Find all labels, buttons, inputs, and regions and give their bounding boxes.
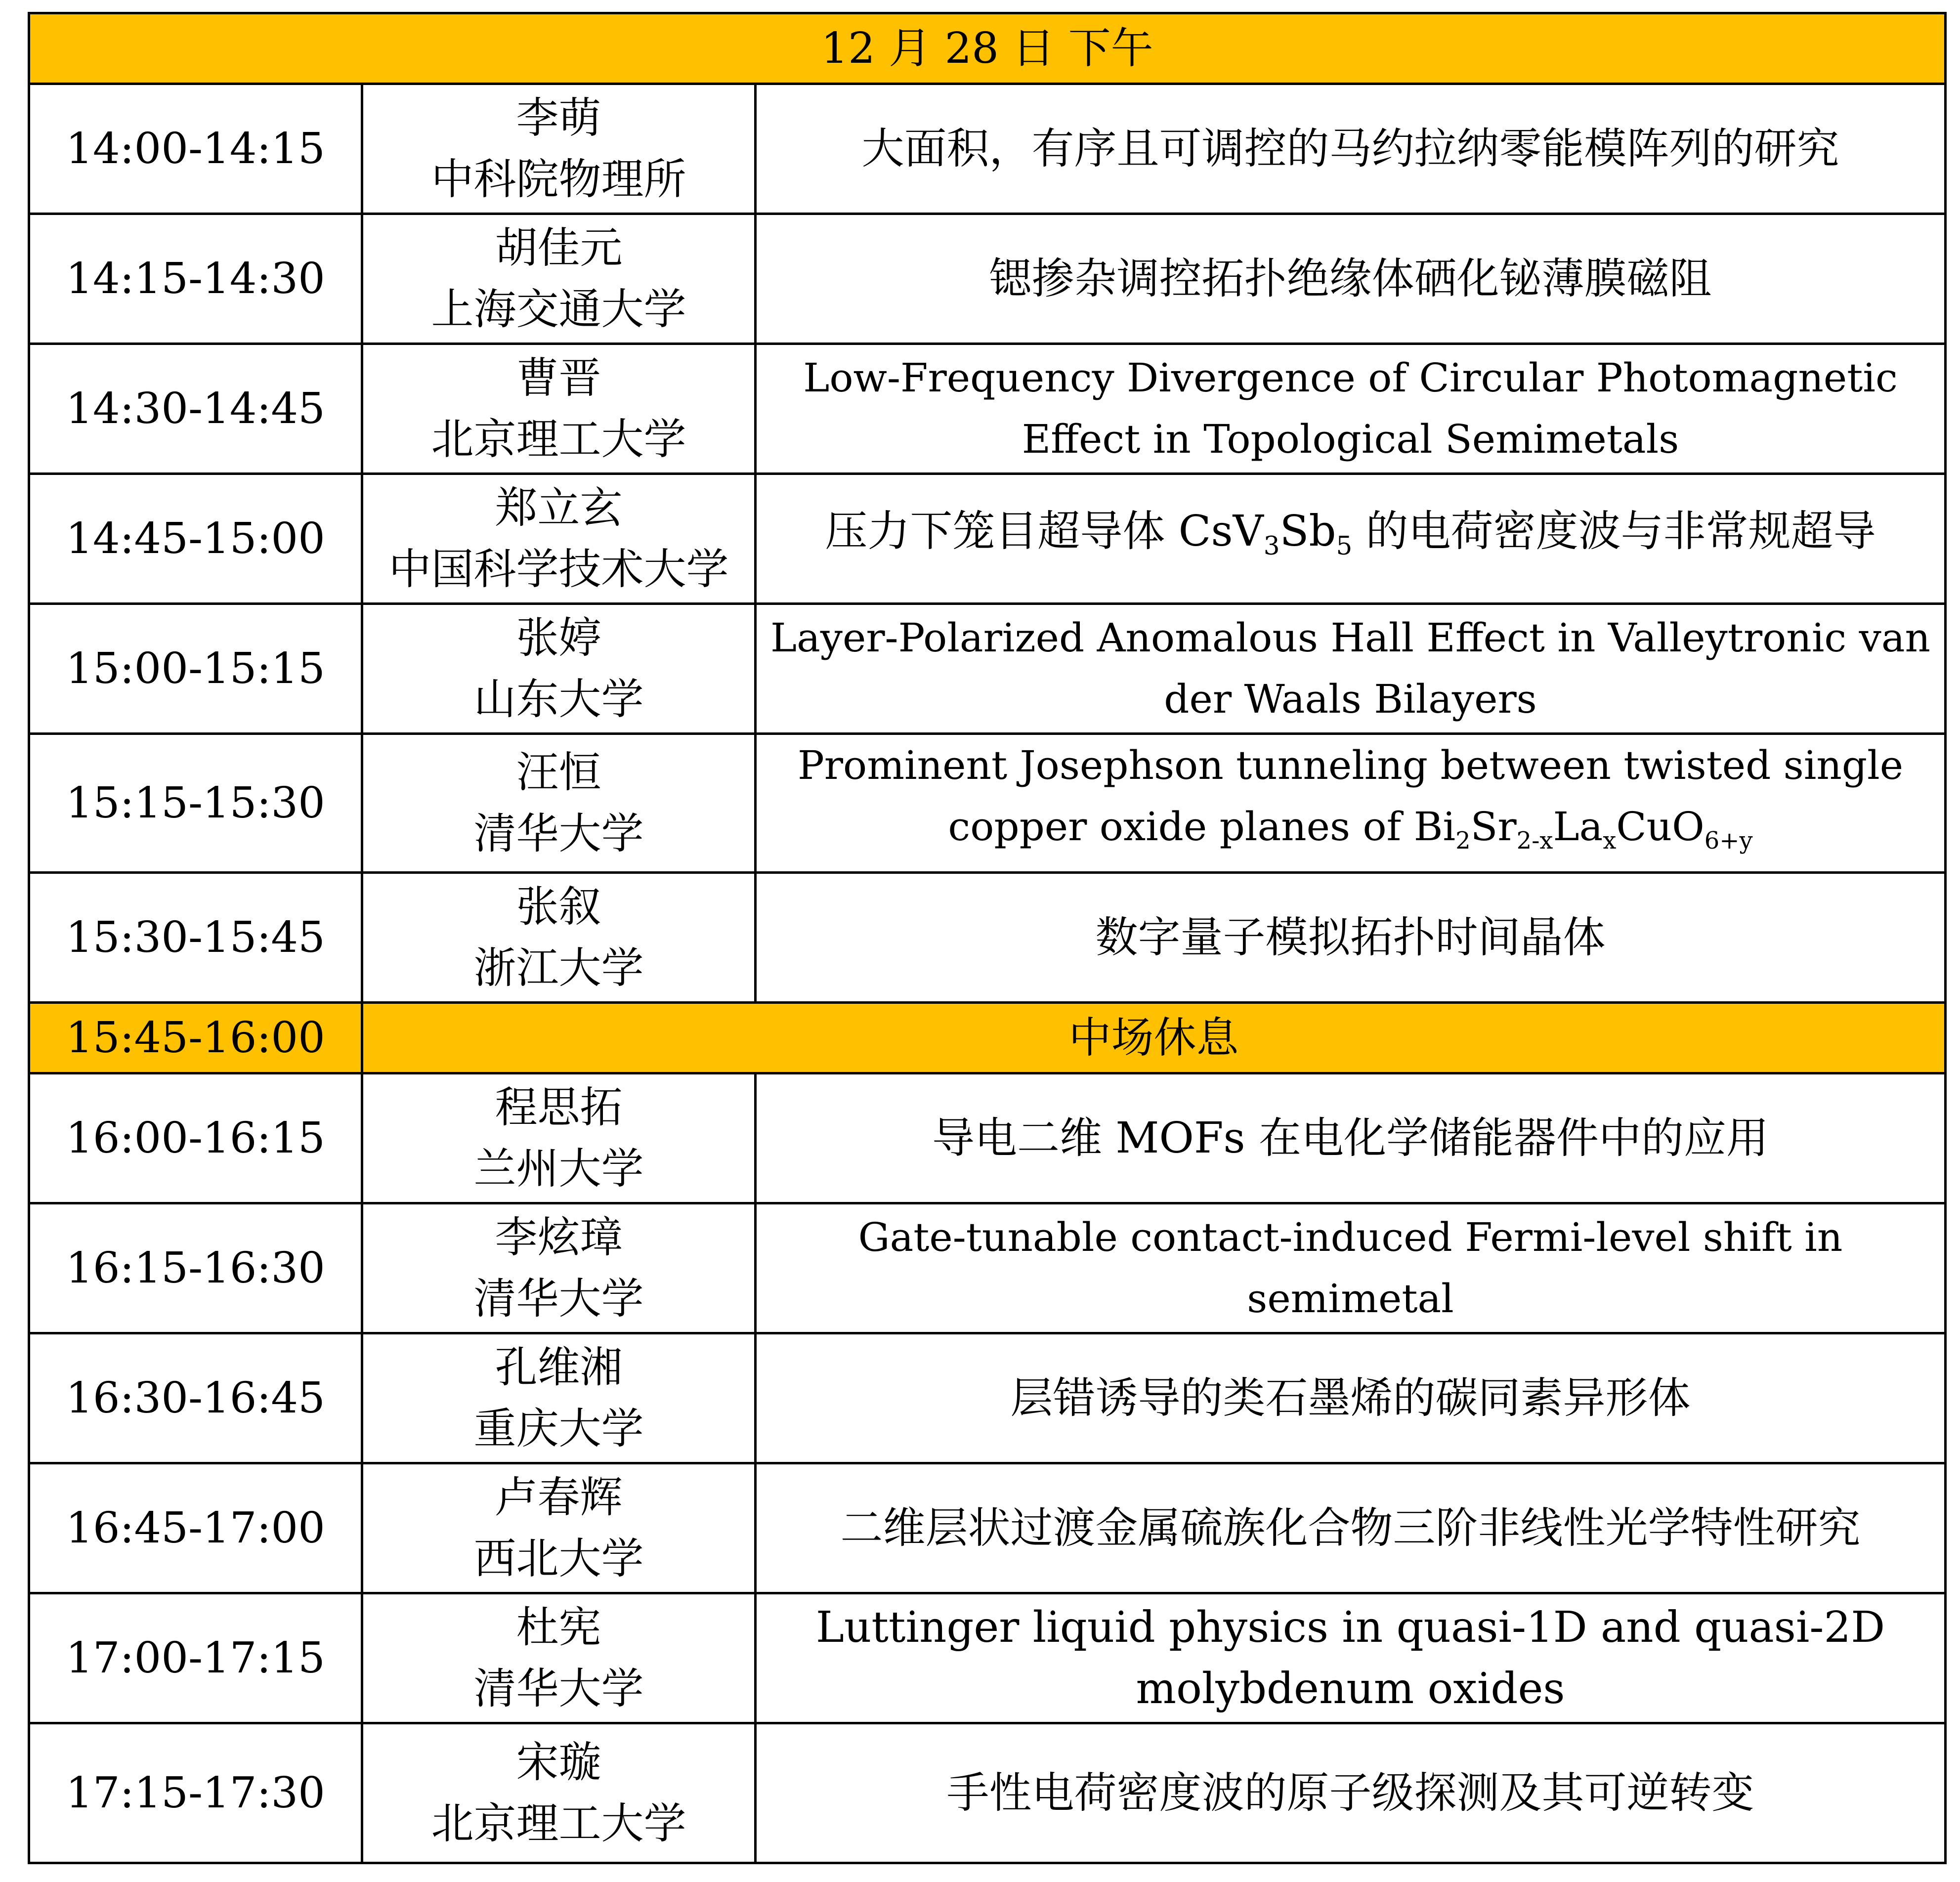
time-cell: 16:15-16:30 — [29, 1203, 362, 1333]
table-row — [29, 1073, 1946, 1203]
speaker-name: 卢春辉 — [495, 1473, 623, 1522]
table-row — [29, 1203, 1946, 1333]
speaker-cell — [362, 84, 756, 214]
speaker-cell — [362, 344, 756, 474]
speaker-name: 杜宪 — [516, 1603, 601, 1652]
speaker-institution: 兰州大学 — [473, 1144, 644, 1194]
speaker-name: 孔维湘 — [495, 1343, 623, 1392]
speaker-cell — [362, 1463, 756, 1593]
topic-cell: 大面积，有序且可调控的马约拉纳零能模阵列的研究 — [756, 84, 1946, 214]
table-row — [29, 1593, 1946, 1723]
speaker-cell — [362, 734, 756, 873]
time-cell: 15:15-15:30 — [29, 734, 362, 873]
time-cell: 17:15-17:30 — [29, 1723, 362, 1863]
time-cell: 14:00-14:15 — [29, 84, 362, 214]
subscript: 2-x — [1516, 827, 1553, 855]
topic-cell: Luttinger liquid physics in quasi-1D and quasi-2D molybdenum oxides — [756, 1593, 1946, 1723]
schedule-table — [28, 12, 1947, 1864]
speaker-name: 张叙 — [516, 882, 601, 932]
table-row — [29, 214, 1946, 344]
table-row — [29, 1463, 1946, 1593]
subscript: 6+y — [1704, 827, 1753, 855]
table-row — [29, 604, 1946, 734]
subscript: x — [1603, 827, 1617, 855]
topic-cell — [756, 734, 1946, 873]
topic-text: Sr — [1470, 804, 1517, 850]
subscript: 2 — [1455, 827, 1471, 855]
speaker-name: 曹晋 — [516, 353, 601, 403]
speaker-cell — [362, 1593, 756, 1723]
schedule-header-row — [29, 13, 1946, 84]
speaker-institution: 北京理工大学 — [431, 1799, 686, 1848]
speaker-cell — [362, 214, 756, 344]
speaker-institution: 清华大学 — [473, 809, 644, 858]
speaker-institution: 重庆大学 — [473, 1404, 644, 1454]
speaker-cell — [362, 604, 756, 734]
time-cell: 14:45-15:00 — [29, 474, 362, 604]
speaker-name: 张婷 — [516, 613, 601, 663]
time-cell: 15:30-15:45 — [29, 873, 362, 1003]
time-cell: 16:45-17:00 — [29, 1463, 362, 1593]
speaker-institution: 清华大学 — [473, 1664, 644, 1713]
topic-text: 压力下笼目超导体 CsV — [825, 506, 1264, 556]
table-row — [29, 344, 1946, 474]
table-row — [29, 1723, 1946, 1863]
time-cell: 16:30-16:45 — [29, 1333, 362, 1463]
speaker-name: 胡佳元 — [495, 223, 623, 273]
topic-text: Sb — [1279, 506, 1336, 556]
topic-text: La — [1553, 804, 1603, 850]
speaker-name: 李萌 — [516, 93, 601, 143]
speaker-cell — [362, 873, 756, 1003]
speaker-name: 汪恒 — [516, 748, 601, 797]
speaker-institution: 上海交通大学 — [431, 285, 686, 334]
speaker-cell — [362, 474, 756, 604]
topic-cell: 锶掺杂调控拓扑绝缘体硒化铋薄膜磁阻 — [756, 214, 1946, 344]
topic-cell — [756, 474, 1946, 604]
speaker-cell — [362, 1073, 756, 1203]
speaker-name: 程思拓 — [495, 1083, 623, 1132]
speaker-institution: 山东大学 — [473, 675, 644, 724]
speaker-name: 李炫璋 — [495, 1213, 623, 1262]
time-cell: 14:30-14:45 — [29, 344, 362, 474]
table-row — [29, 84, 1946, 214]
time-cell: 14:15-14:30 — [29, 214, 362, 344]
table-row — [29, 474, 1946, 604]
topic-cell: 数字量子模拟拓扑时间晶体 — [756, 873, 1946, 1003]
table-row — [29, 1333, 1946, 1463]
speaker-cell — [362, 1333, 756, 1463]
speaker-institution: 清华大学 — [473, 1274, 644, 1324]
break-row — [29, 1003, 1946, 1073]
speaker-cell — [362, 1203, 756, 1333]
topic-cell: 层错诱导的类石墨烯的碳同素异形体 — [756, 1333, 1946, 1463]
subscript: 5 — [1336, 531, 1353, 561]
speaker-institution: 西北大学 — [473, 1534, 644, 1583]
break-label: 中场休息 — [362, 1003, 1946, 1073]
topic-cell: 导电二维 MOFs 在电化学储能器件中的应用 — [756, 1073, 1946, 1203]
speaker-name: 郑立玄 — [495, 483, 623, 533]
break-time: 15:45-16:00 — [29, 1003, 362, 1073]
speaker-institution: 中国科学技术大学 — [388, 545, 729, 594]
speaker-cell — [362, 1723, 756, 1863]
table-row — [29, 734, 1946, 873]
topic-cell: 手性电荷密度波的原子级探测及其可逆转变 — [756, 1723, 1946, 1863]
subscript: 3 — [1263, 531, 1280, 561]
speaker-institution: 浙江大学 — [473, 943, 644, 993]
date-header: 12 月 28 日 下午 — [29, 13, 1946, 84]
topic-cell: Layer-Polarized Anomalous Hall Effect in Valleytronic van der Waals Bilayers — [756, 604, 1946, 734]
topic-text: Prominent Josephson tunneling between twisted single copper oxide planes of Bi — [797, 742, 1904, 850]
table-row — [29, 873, 1946, 1003]
topic-cell: Low-Frequency Divergence of Circular Photomagnetic Effect in Topological Semimetals — [756, 344, 1946, 474]
time-cell: 17:00-17:15 — [29, 1593, 362, 1723]
topic-cell: Gate-tunable contact-induced Fermi-level shift in semimetal — [756, 1203, 1946, 1333]
speaker-institution: 北京理工大学 — [431, 415, 686, 464]
topic-text: CuO — [1616, 804, 1704, 850]
speaker-institution: 中科院物理所 — [431, 155, 686, 204]
time-cell: 16:00-16:15 — [29, 1073, 362, 1203]
speaker-name: 宋璇 — [516, 1738, 601, 1787]
topic-cell: 二维层状过渡金属硫族化合物三阶非线性光学特性研究 — [756, 1463, 1946, 1593]
topic-text: 的电荷密度波与非常规超导 — [1352, 506, 1876, 556]
time-cell: 15:00-15:15 — [29, 604, 362, 734]
